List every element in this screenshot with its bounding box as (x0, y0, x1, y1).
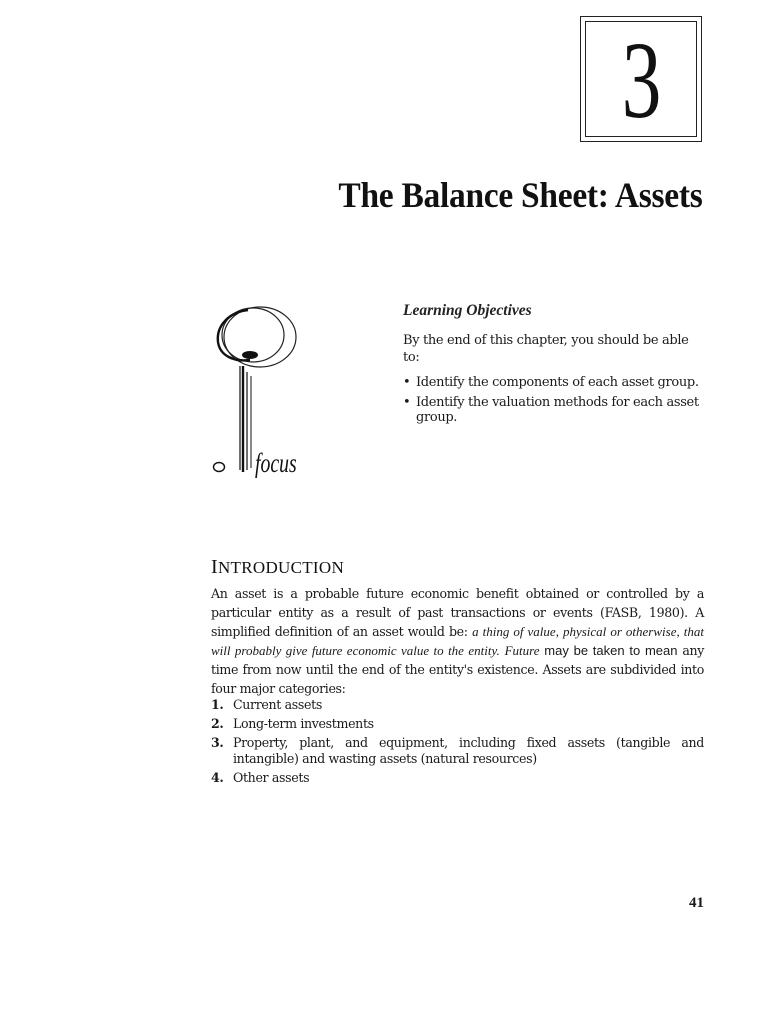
chapter-title: The Balance Sheet: Assets (337, 175, 702, 216)
chapter-number: 3 (621, 19, 661, 141)
focus-key-icon (208, 300, 308, 485)
future-word: Future (504, 643, 540, 658)
chapter-number-box-inner (585, 19, 697, 141)
category-text: Property, plant, and equipment, including fixed assets (tangible and intangible) and wasting assets (natural resources) (233, 735, 704, 766)
objectives-intro: By the end of this chapter, you should be able to: (403, 333, 689, 365)
chapter-number-box (580, 16, 702, 142)
category-text: Long-term investments (233, 716, 374, 731)
category-number: 2. (211, 716, 224, 731)
introduction-paragraph (211, 584, 704, 698)
heading-rest: NTRODUCTION (217, 558, 345, 577)
focus-label: focus (255, 449, 297, 479)
category-item (211, 735, 704, 767)
category-text: Other assets (233, 770, 310, 785)
intro-body-end: any time from now until the end of the entity's existence. Assets are subdivided into four major categories: (211, 643, 705, 696)
intro-tail: may be taken to mean (539, 643, 678, 658)
asset-categories-list (211, 697, 704, 789)
key-small-circle (214, 463, 225, 472)
objectives-heading: Learning Objectives (403, 302, 532, 319)
asset-definition: a thing of value, physical or otherwise, that will probably give future economic value to the entity. (211, 624, 704, 658)
page-number: 41 (689, 895, 704, 911)
intro-body-start: An asset is a probable future economic benefit obtained or controlled by a particular entity as a result of past transactions or events (FASB, 1980). A simplified definition of an asset would be: (211, 586, 704, 639)
objective-text: Identify the valuation methods for each asset group. (416, 395, 699, 425)
objective-item (403, 395, 708, 425)
category-text: Current assets (233, 697, 322, 712)
key-ring-outer (224, 307, 296, 367)
category-item (211, 716, 704, 732)
category-item (211, 697, 704, 713)
objective-item (403, 375, 708, 390)
objectives-list (403, 375, 708, 425)
category-number: 3. (211, 735, 224, 750)
category-number: 1. (211, 697, 224, 712)
bullet-icon: • (403, 375, 411, 390)
category-number: 4. (211, 770, 224, 785)
learning-objectives (403, 302, 708, 430)
bullet-icon: • (403, 395, 411, 410)
introduction-heading (211, 556, 344, 579)
heading-initial: I (211, 556, 218, 578)
objective-text: Identify the components of each asset group. (416, 375, 699, 390)
category-item (211, 770, 704, 786)
key-hole-dot (242, 351, 258, 359)
